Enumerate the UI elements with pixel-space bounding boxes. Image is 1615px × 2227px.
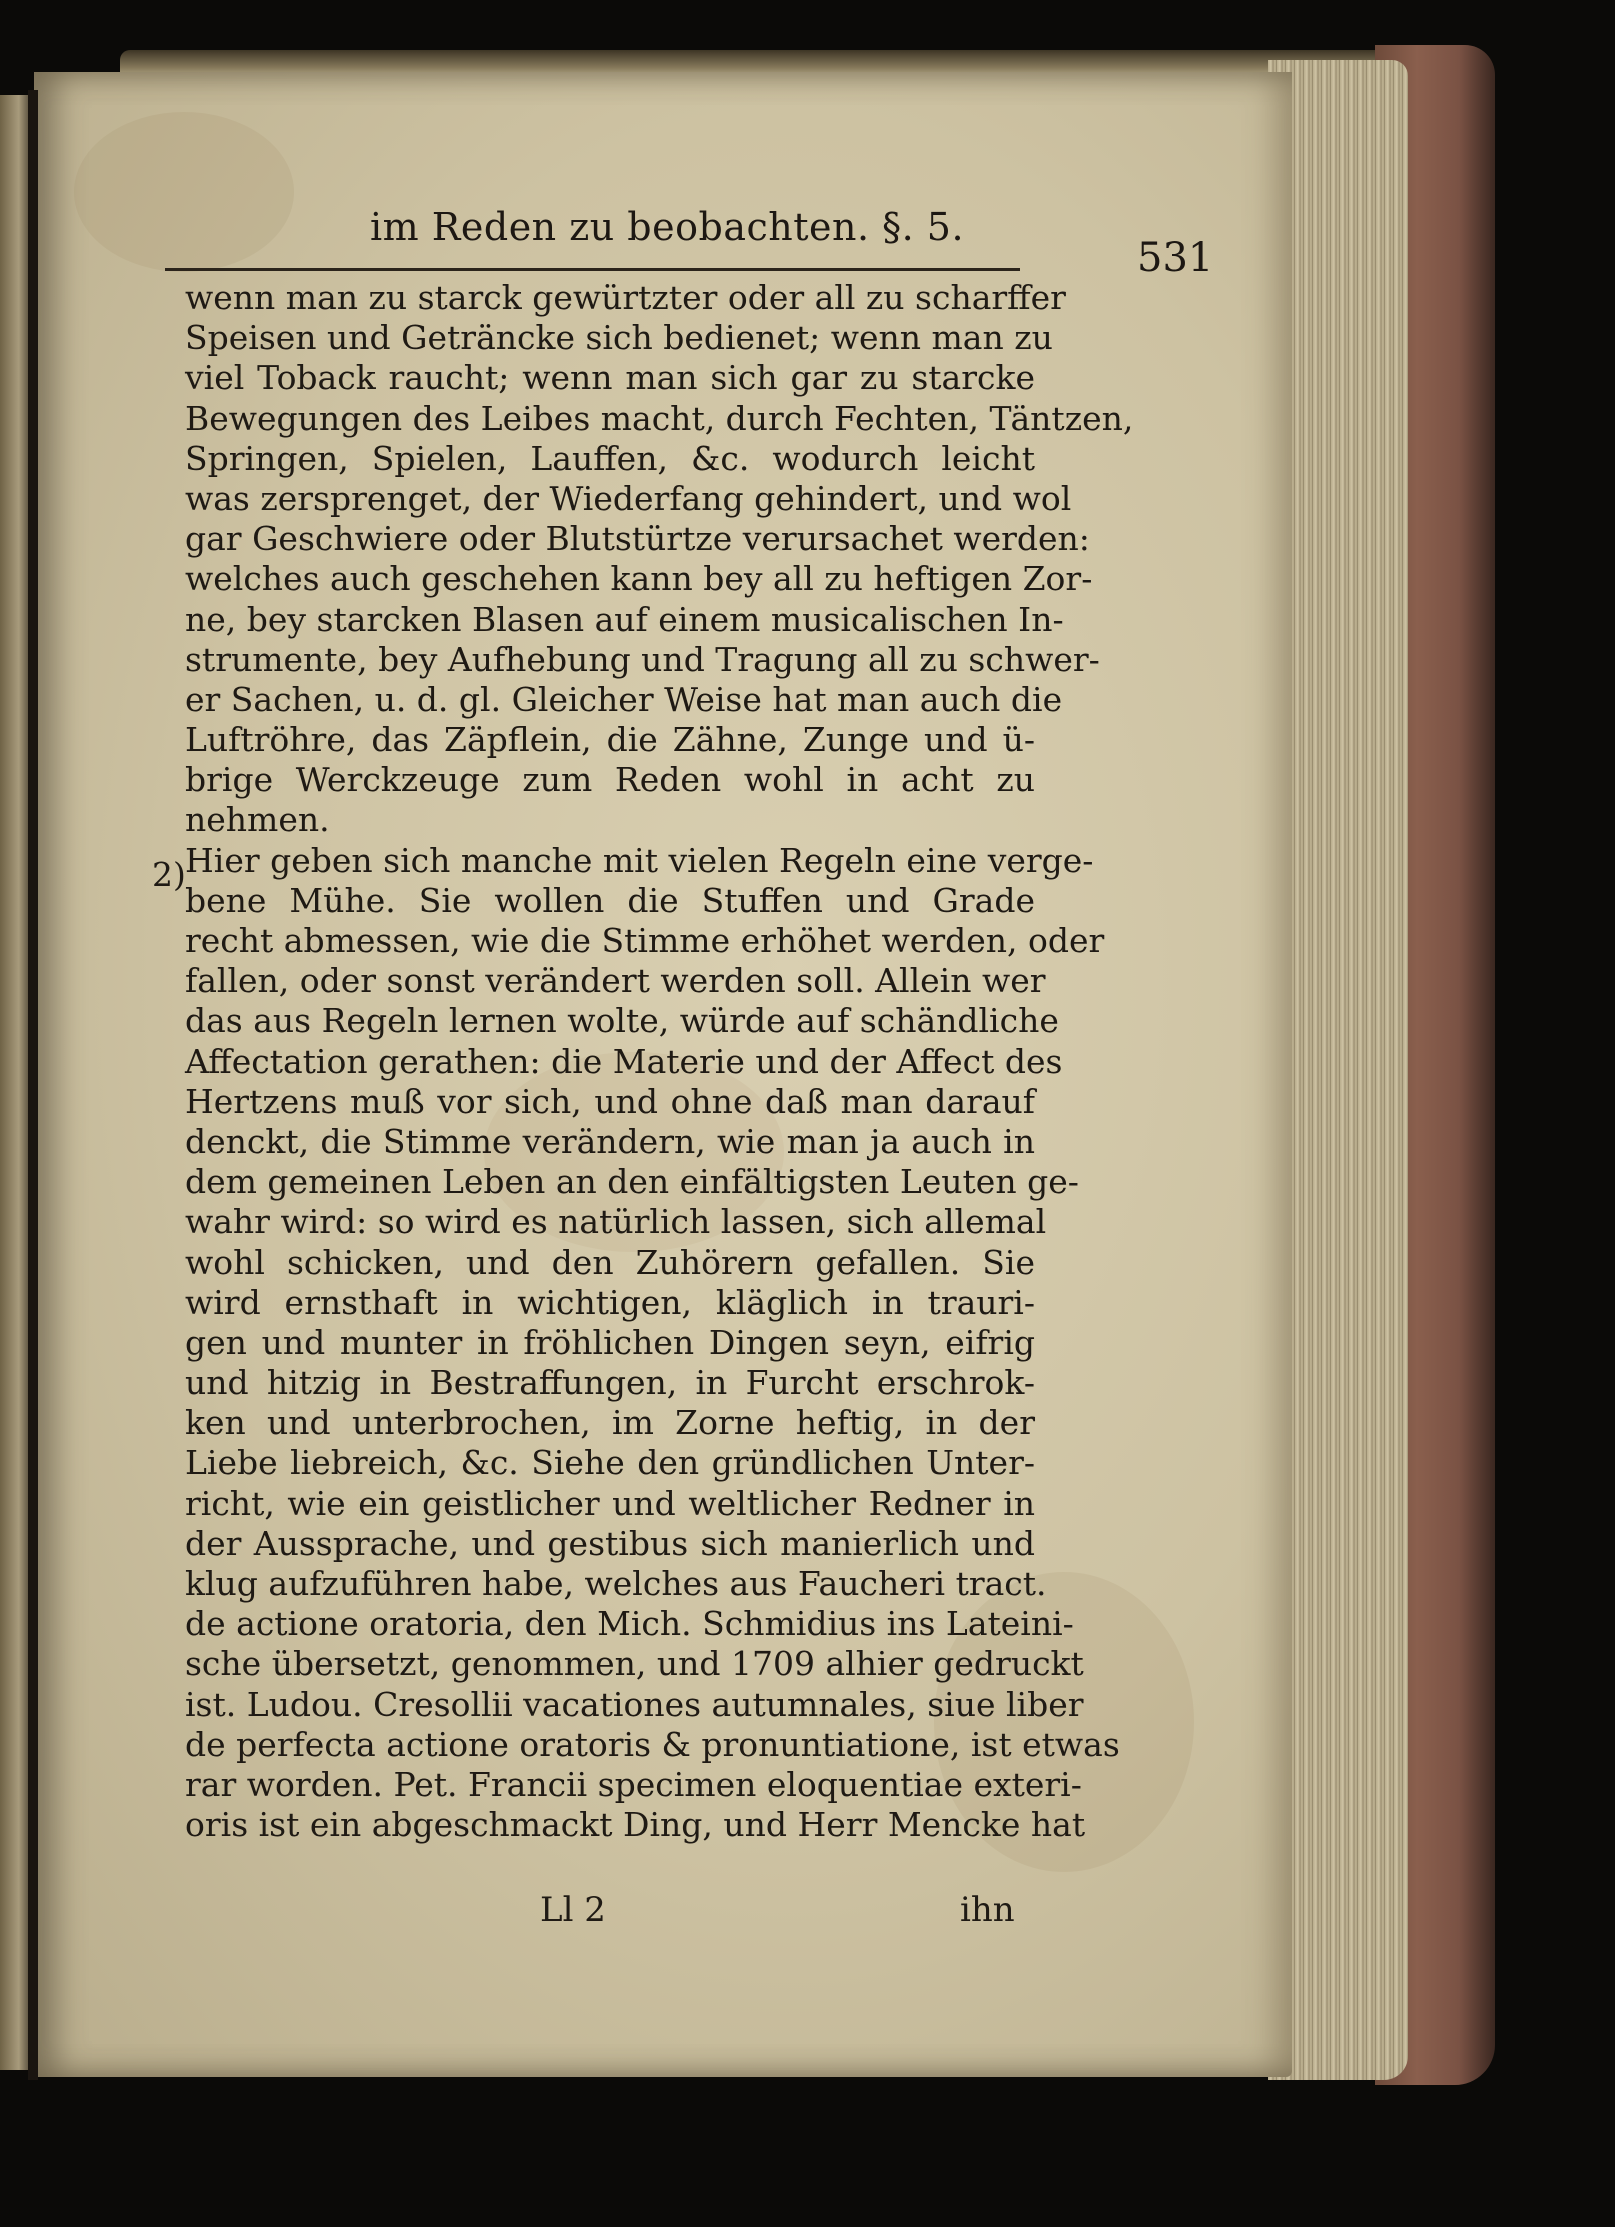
note-line: Liebe liebreich, &c. Siehe den gründlichen Unter- [185,1443,1035,1483]
note-line: Hier geben sich manche mit vielen Regeln eine verge- [185,840,1094,880]
text-line: viel Toback raucht; wenn man sich gar zu starcke [185,358,1035,398]
note-line: dem gemeinen Leben an den einfältigsten Leuten ge- [185,1162,1079,1202]
note-line: klug aufzuführen habe, welches aus Faucheri tract. [185,1564,1047,1603]
note-line: de perfecta actione oratoris & pronuntiatione, ist etwas [185,1724,1120,1764]
note-line: de actione oratoria, den Mich. Schmidius ins Lateini- [185,1604,1074,1644]
page-footer [185,1890,1015,1934]
note-line: Affectation gerathen: die Materie und der Affect des [185,1041,1063,1081]
text-line: ne, bey starcken Blasen auf einem musicalischen In- [185,599,1064,639]
running-header [165,205,1214,281]
note-line: das aus Regeln lernen wolte, würde auf schändliche [185,1001,1059,1041]
text-line: er Sachen, u. d. gl. Gleicher Weise hat man auch die [185,679,1063,719]
note-line: und hitzig in Bestraffungen, in Furcht erschrok- [185,1363,1035,1403]
note-line: denckt, die Stimme verändern, wie man ja auch in [185,1121,1035,1161]
note-line: richt, wie ein geistlicher und weltlicher Redner in [185,1483,1035,1523]
note-line: wird ernsthaft in wichtigen, kläglich in trauri- [185,1282,1035,1322]
note-line: ken und unterbrochen, im Zorne heftig, in der [185,1403,1035,1443]
text-line: gar Geschwiere oder Blutstürtze verursachet werden: [185,519,1090,559]
catchword: ihn [960,1890,1015,1930]
running-title: im Reden zu beobachten. §. 5. [370,205,965,249]
text-line: Springen, Spielen, Lauffen, &c. wodurch leicht [185,438,1035,478]
text-line: Bewegungen des Leibes macht, durch Fechten, Täntzen, [185,398,1134,438]
note-line: ist. Ludou. Cresollii vacationes autumnales, siue liber [185,1684,1084,1724]
note-line: wohl schicken, und den Zuhörern gefallen. Sie [185,1242,1035,1282]
note-line: sche übersetzt, genommen, und 1709 alhier gedruckt [185,1644,1084,1684]
signature-mark: Ll 2 [540,1890,606,1930]
note-marker: 2) [152,855,186,894]
book-gutter [28,90,38,2080]
note-line: Hertzens muß vor sich, und ohne daß man darauf [185,1081,1035,1121]
note-line: fallen, oder sonst verändert werden soll. Allein wer [185,961,1046,1001]
text-line: Luftröhre, das Zäpflein, die Zähne, Zunge und ü- [185,720,1035,760]
text-line: wenn man zu starck gewürtzter oder all zu scharffer [185,278,1066,317]
text-line: strumente, bey Aufhebung und Tragung all zu schwer- [185,639,1100,679]
note-line: gen und munter in fröhlichen Dingen seyn, eifrig [185,1322,1035,1362]
note-line: wahr wird: so wird es natürlich lassen, sich allemal [185,1202,1047,1242]
note-line: der Aussprache, und gestibus sich manierlich und [185,1523,1035,1563]
text-line: nehmen. [185,800,330,840]
note-line: oris ist ein abgeschmackt Ding, und Herr Mencke hat [185,1805,1086,1845]
note-line: recht abmessen, wie die Stimme erhöhet werden, oder [185,921,1105,960]
text-line: brige Werckzeuge zum Reden wohl in acht zu [185,760,1035,800]
page-number: 531 [1137,235,1214,281]
text-line: welches auch geschehen kann bey all zu heftigen Zor- [185,559,1093,599]
main-text [185,278,1134,1845]
note-line: bene Mühe. Sie wollen die Stuffen und Grade [185,880,1035,920]
text-line: was zersprenget, der Wiederfang gehindert, und wol [185,478,1072,518]
note-line: rar worden. Pet. Francii specimen eloquentiae exteri- [185,1764,1082,1804]
header-rule [165,268,1020,271]
text-line: Speisen und Geträncke sich bedienet; wenn man zu [185,318,1053,358]
